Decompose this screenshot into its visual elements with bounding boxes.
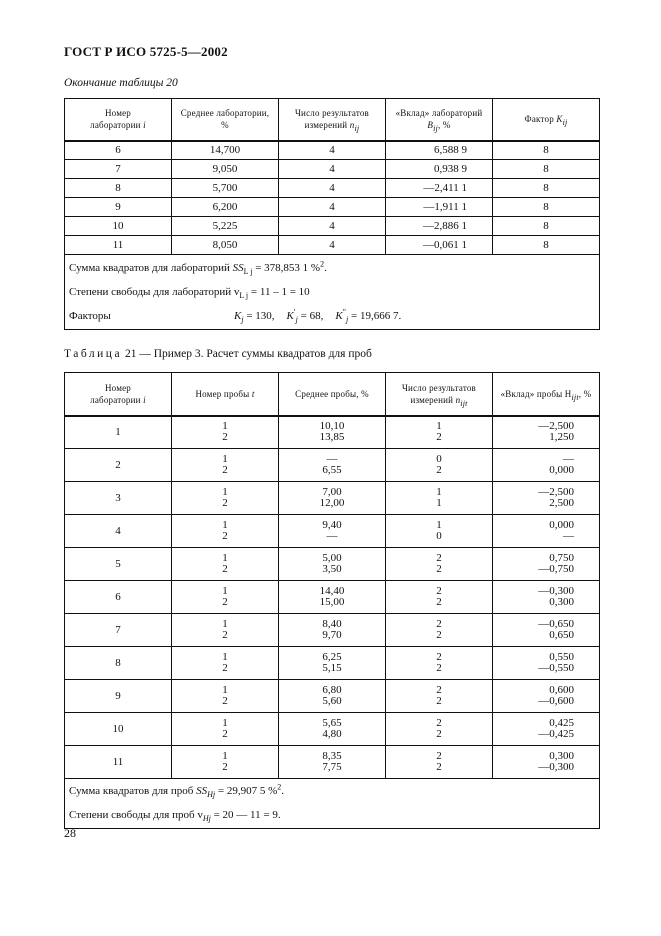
- cell-sample: 1 2: [172, 416, 279, 449]
- table-row: [65, 236, 600, 255]
- cell-count: 2 2: [386, 680, 493, 713]
- table-row: [65, 548, 600, 581]
- cell-count: 4: [279, 198, 386, 217]
- cell-contrib: —1,911 1: [386, 198, 493, 217]
- cell-sample: 1 2: [172, 515, 279, 548]
- cell-mean: 8,40 9,70: [279, 614, 386, 647]
- cell-count: 0 2: [386, 449, 493, 482]
- cell-count: 4: [279, 236, 386, 255]
- cell-mean: 10,10 13,85: [279, 416, 386, 449]
- cell-mean: 8,35 7,75: [279, 746, 386, 779]
- col-header-sample: Номер пробы t: [172, 373, 279, 416]
- cell-lab: 11: [65, 746, 172, 779]
- col-header-contrib: «Вклад» лабораторий $B_{ij}$, %: [386, 99, 493, 141]
- table-row: [65, 515, 600, 548]
- cell-sample: 1 2: [172, 548, 279, 581]
- table-row: [65, 449, 600, 482]
- cell-sample: 1 2: [172, 614, 279, 647]
- table-row: [65, 713, 600, 746]
- cell-contrib: 6,588 9: [386, 141, 493, 160]
- cell-mean: 14,40 15,00: [279, 581, 386, 614]
- cell-sample: 1 2: [172, 746, 279, 779]
- table-row: [65, 141, 600, 160]
- col-header-count: Число результатов измерений $n_{ij}$: [279, 99, 386, 141]
- cell-mean: 14,700: [172, 141, 279, 160]
- cell-count: 2 2: [386, 614, 493, 647]
- cell-count: 1 2: [386, 416, 493, 449]
- table21-caption: Таблица 21 — Пример 3. Расчет суммы квадратов для проб: [64, 348, 372, 360]
- table-row: [65, 198, 600, 217]
- cell-contrib: —2,886 1: [386, 217, 493, 236]
- cell-mean: 6,25 5,15: [279, 647, 386, 680]
- cell-count: 4: [279, 179, 386, 198]
- cell-mean: 5,225: [172, 217, 279, 236]
- table-20: [64, 98, 600, 330]
- cell-contrib: —0,650 0,650: [493, 614, 600, 647]
- col-header-count: Число результатов измерений $n_{ijt}$: [386, 373, 493, 416]
- cell-count: 2 2: [386, 746, 493, 779]
- table-row: [65, 179, 600, 198]
- table-row: [65, 160, 600, 179]
- cell-lab: 5: [65, 548, 172, 581]
- sum-of-squares-samples: Сумма квадратов для проб $SS_{Hj} = 29,907$ 5 %$^2$.: [69, 782, 284, 800]
- table-row: [65, 416, 600, 449]
- cell-contrib: 0,938 9: [386, 160, 493, 179]
- cell-contrib: — 0,000: [493, 449, 600, 482]
- col-header-lab: Номер лаборатории i: [65, 373, 172, 416]
- sum-of-squares-labs: Сумма квадратов для лабораторий $SS_{L j} = 378,853$ 1 %$^2$.: [69, 259, 327, 277]
- cell-count: 2 2: [386, 581, 493, 614]
- cell-mean: 5,65 4,80: [279, 713, 386, 746]
- cell-lab: 7: [65, 614, 172, 647]
- col-header-factor: Фактор $K_{ij}$: [493, 99, 600, 141]
- cell-factor: 8: [493, 179, 600, 198]
- cell-contrib: 0,750 —0,750: [493, 548, 600, 581]
- table-row: [65, 647, 600, 680]
- cell-lab: 7: [65, 160, 172, 179]
- cell-count: 2 2: [386, 548, 493, 581]
- cell-mean: 9,050: [172, 160, 279, 179]
- cell-contrib: —0,300 0,300: [493, 581, 600, 614]
- cell-contrib: —0,061 1: [386, 236, 493, 255]
- cell-contrib: —2,500 2,500: [493, 482, 600, 515]
- cell-count: 4: [279, 141, 386, 160]
- cell-contrib: —2,500 1,250: [493, 416, 600, 449]
- cell-contrib: 0,425 —0,425: [493, 713, 600, 746]
- col-header-lab: Номер лаборатории i: [65, 99, 172, 141]
- cell-count: 1 1: [386, 482, 493, 515]
- table-row: [65, 217, 600, 236]
- cell-factor: 8: [493, 141, 600, 160]
- document-title: ГОСТ Р ИСО 5725-5—2002: [64, 44, 228, 59]
- cell-lab: 11: [65, 236, 172, 255]
- cell-factor: 8: [493, 198, 600, 217]
- page-number: 28: [64, 826, 76, 840]
- cell-lab: 6: [65, 581, 172, 614]
- cell-mean: 9,40 —: [279, 515, 386, 548]
- table-row: [65, 680, 600, 713]
- cell-mean: 6,200: [172, 198, 279, 217]
- cell-mean: 8,050: [172, 236, 279, 255]
- table20-caption: Окончание таблицы 20: [64, 77, 178, 89]
- cell-lab: 6: [65, 141, 172, 160]
- cell-contrib: 0,600 —0,600: [493, 680, 600, 713]
- cell-lab: 1: [65, 416, 172, 449]
- cell-count: 2 2: [386, 647, 493, 680]
- cell-lab: 4: [65, 515, 172, 548]
- cell-sample: 1 2: [172, 680, 279, 713]
- table-21: [64, 372, 600, 829]
- cell-lab: 10: [65, 713, 172, 746]
- cell-sample: 1 2: [172, 647, 279, 680]
- cell-contrib: 0,300 —0,300: [493, 746, 600, 779]
- degrees-of-freedom-labs: Степени свободы для лабораторий $v_{L j} = 11 - 1 = 10$: [69, 286, 310, 301]
- cell-mean: 6,80 5,60: [279, 680, 386, 713]
- cell-sample: 1 2: [172, 482, 279, 515]
- cell-sample: 1 2: [172, 581, 279, 614]
- cell-lab: 9: [65, 198, 172, 217]
- col-header-contrib: «Вклад» пробы $H_{ijt}$, %: [493, 373, 600, 416]
- cell-factor: 8: [493, 160, 600, 179]
- cell-lab: 10: [65, 217, 172, 236]
- cell-lab: 8: [65, 179, 172, 198]
- cell-count: 4: [279, 217, 386, 236]
- col-header-mean: Среднее лаборатории, %: [172, 99, 279, 141]
- cell-factor: 8: [493, 236, 600, 255]
- cell-mean: 5,00 3,50: [279, 548, 386, 581]
- table21-notes: [65, 779, 600, 829]
- cell-lab: 9: [65, 680, 172, 713]
- cell-count: 1 0: [386, 515, 493, 548]
- cell-mean: 7,00 12,00: [279, 482, 386, 515]
- cell-contrib: 0,550 —0,550: [493, 647, 600, 680]
- cell-mean: 5,700: [172, 179, 279, 198]
- cell-count: 4: [279, 160, 386, 179]
- cell-sample: 1 2: [172, 449, 279, 482]
- cell-contrib: 0,000 —: [493, 515, 600, 548]
- table-row: [65, 581, 600, 614]
- cell-factor: 8: [493, 217, 600, 236]
- table20-notes: [65, 255, 600, 330]
- col-header-mean: Среднее пробы, %: [279, 373, 386, 416]
- cell-lab: 2: [65, 449, 172, 482]
- factors-line: Факторы $K_j = 130$, $K'_j = 68$, $K''_j = 19,666$ 7.: [69, 307, 402, 325]
- table-row: [65, 482, 600, 515]
- table-row: [65, 746, 600, 779]
- cell-mean: — 6,55: [279, 449, 386, 482]
- cell-count: 2 2: [386, 713, 493, 746]
- degrees-of-freedom-samples: Степени свободы для проб $v_{Hj} = 20$ — 11 = 9.: [69, 809, 281, 824]
- cell-contrib: —2,411 1: [386, 179, 493, 198]
- table-row: [65, 614, 600, 647]
- cell-sample: 1 2: [172, 713, 279, 746]
- cell-lab: 3: [65, 482, 172, 515]
- cell-lab: 8: [65, 647, 172, 680]
